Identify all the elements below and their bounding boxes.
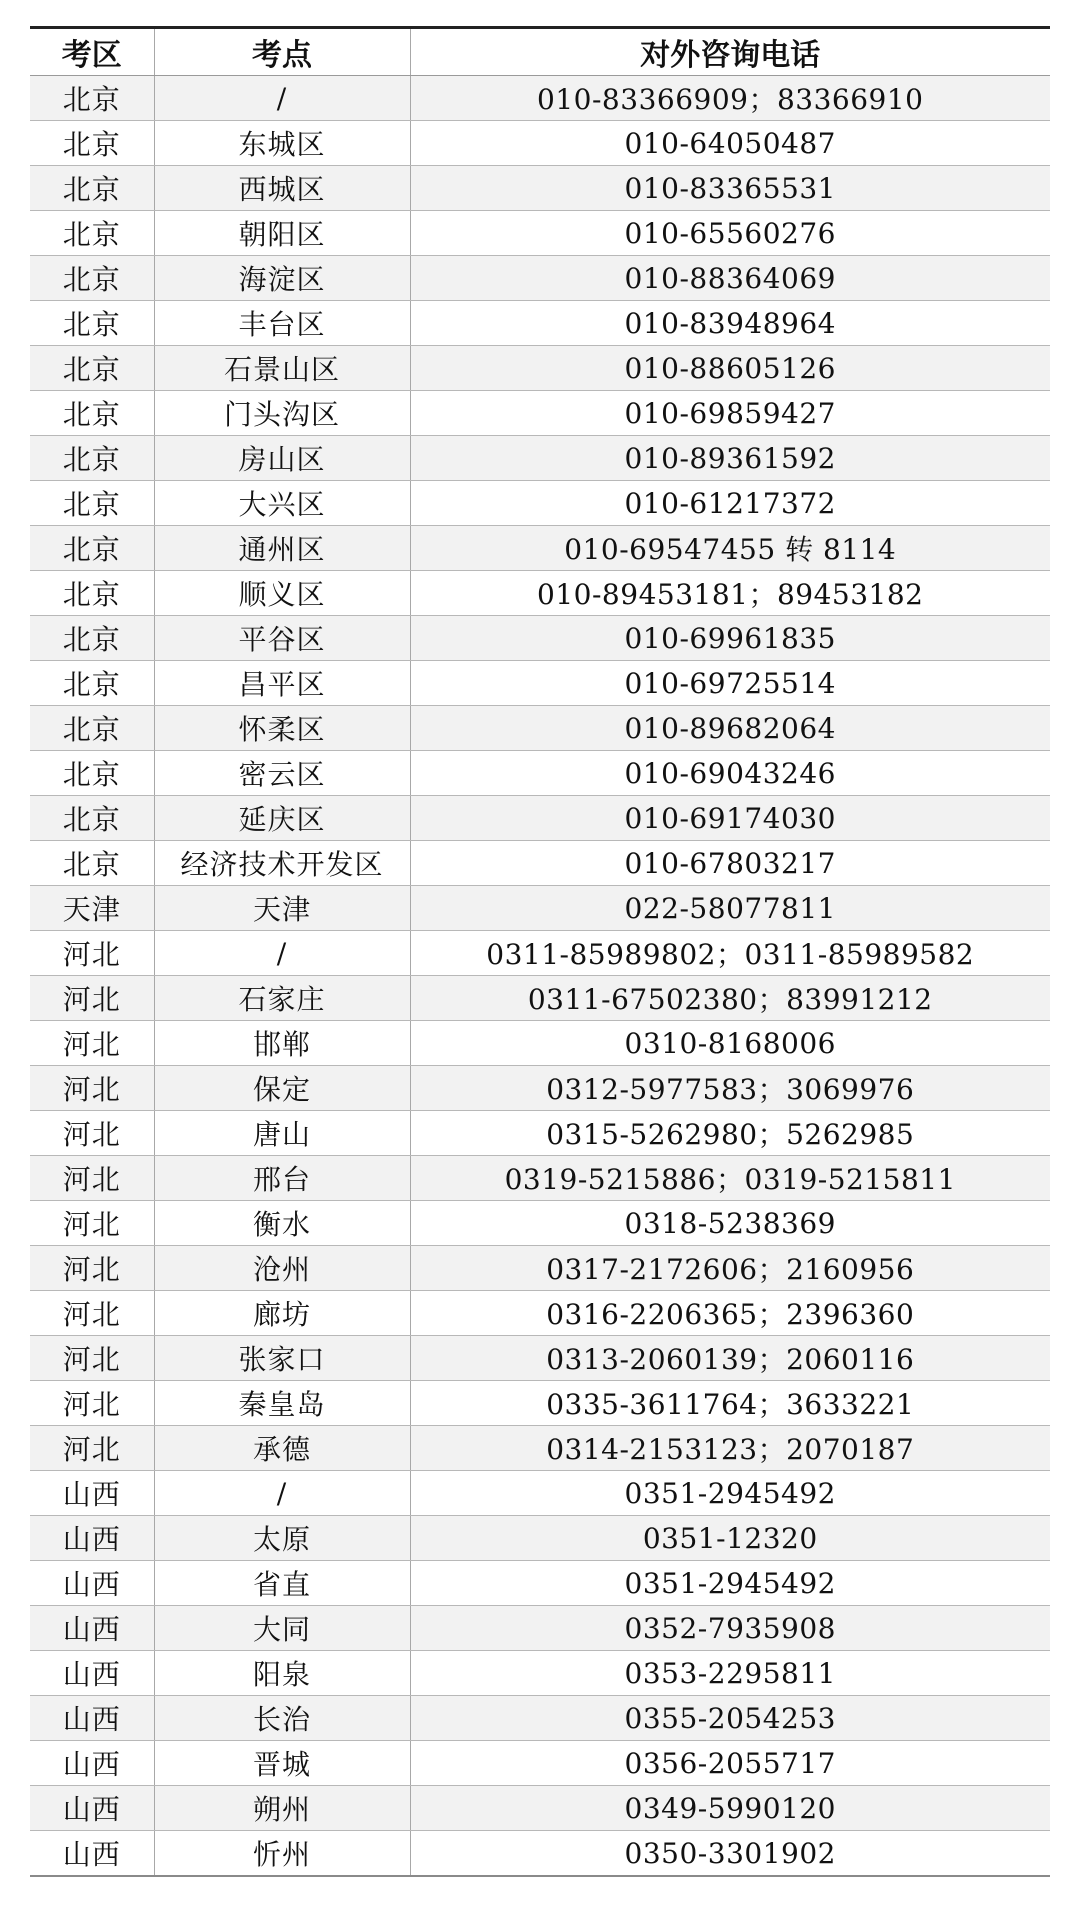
table-row [30, 526, 1050, 571]
table-row [30, 976, 1050, 1021]
cell-site: 经济技术开发区 [154, 841, 410, 886]
cell-site: 承德 [154, 1426, 410, 1471]
cell-phone: 0319-5215886；0319-5215811 [410, 1156, 1050, 1201]
cell-phone: 0313-2060139；2060116 [410, 1336, 1050, 1381]
table-row [30, 1426, 1050, 1471]
cell-phone: 010-61217372 [410, 481, 1050, 526]
cell-site: 阳泉 [154, 1651, 410, 1696]
cell-region: 河北 [30, 1246, 154, 1291]
cell-region: 天津 [30, 886, 154, 931]
exam-contact-table-sheet [30, 26, 1050, 1877]
cell-region: 北京 [30, 166, 154, 211]
cell-site: 昌平区 [154, 661, 410, 706]
cell-site: 廊坊 [154, 1291, 410, 1336]
table-row [30, 1246, 1050, 1291]
cell-region: 北京 [30, 301, 154, 346]
table-row [30, 1156, 1050, 1201]
cell-region: 北京 [30, 571, 154, 616]
cell-region: 河北 [30, 1201, 154, 1246]
cell-site: 省直 [154, 1561, 410, 1606]
table-row [30, 751, 1050, 796]
cell-site: 密云区 [154, 751, 410, 796]
cell-site: 秦皇岛 [154, 1381, 410, 1426]
cell-site: 忻州 [154, 1831, 410, 1877]
cell-region: 河北 [30, 1021, 154, 1066]
cell-phone: 0351-12320 [410, 1516, 1050, 1561]
cell-phone: 010-69043246 [410, 751, 1050, 796]
table-row [30, 1336, 1050, 1381]
cell-region: 山西 [30, 1786, 154, 1831]
table-row [30, 1606, 1050, 1651]
cell-site: 海淀区 [154, 256, 410, 301]
cell-region: 山西 [30, 1606, 154, 1651]
cell-site: 朝阳区 [154, 211, 410, 256]
table-row [30, 436, 1050, 481]
cell-phone: 010-69725514 [410, 661, 1050, 706]
table-row [30, 1201, 1050, 1246]
table-header [30, 28, 1050, 76]
cell-region: 河北 [30, 1066, 154, 1111]
cell-region: 北京 [30, 391, 154, 436]
table-row [30, 1831, 1050, 1877]
exam-contact-table [30, 26, 1050, 1877]
table-row [30, 1516, 1050, 1561]
table-row [30, 1381, 1050, 1426]
table-row [30, 1291, 1050, 1336]
cell-site: / [154, 931, 410, 976]
table-row [30, 1651, 1050, 1696]
header-row [30, 28, 1050, 76]
cell-region: 山西 [30, 1516, 154, 1561]
cell-region: 山西 [30, 1471, 154, 1516]
cell-site: 东城区 [154, 121, 410, 166]
cell-region: 河北 [30, 1426, 154, 1471]
cell-phone: 0315-5262980；5262985 [410, 1111, 1050, 1156]
cell-phone: 010-88605126 [410, 346, 1050, 391]
cell-site: 邯郸 [154, 1021, 410, 1066]
cell-region: 北京 [30, 751, 154, 796]
table-row [30, 256, 1050, 301]
cell-phone: 010-69859427 [410, 391, 1050, 436]
cell-site: 晋城 [154, 1741, 410, 1786]
cell-region: 北京 [30, 76, 154, 121]
cell-phone: 0310-8168006 [410, 1021, 1050, 1066]
cell-phone: 010-67803217 [410, 841, 1050, 886]
table-row [30, 1696, 1050, 1741]
cell-phone: 0318-5238369 [410, 1201, 1050, 1246]
cell-region: 山西 [30, 1741, 154, 1786]
table-row [30, 211, 1050, 256]
cell-region: 山西 [30, 1696, 154, 1741]
cell-phone: 0351-2945492 [410, 1471, 1050, 1516]
table-row [30, 121, 1050, 166]
cell-region: 河北 [30, 1291, 154, 1336]
table-row [30, 1021, 1050, 1066]
cell-region: 北京 [30, 436, 154, 481]
cell-phone: 010-88364069 [410, 256, 1050, 301]
cell-site: 大同 [154, 1606, 410, 1651]
cell-region: 北京 [30, 481, 154, 526]
cell-phone: 010-83948964 [410, 301, 1050, 346]
table-row [30, 481, 1050, 526]
cell-phone: 010-83366909；83366910 [410, 76, 1050, 121]
table-row [30, 841, 1050, 886]
cell-site: 邢台 [154, 1156, 410, 1201]
cell-site: 衡水 [154, 1201, 410, 1246]
column-header-region: 考区 [30, 28, 154, 76]
cell-region: 北京 [30, 256, 154, 301]
cell-region: 北京 [30, 616, 154, 661]
cell-region: 山西 [30, 1561, 154, 1606]
cell-phone: 0335-3611764；3633221 [410, 1381, 1050, 1426]
cell-phone: 022-58077811 [410, 886, 1050, 931]
cell-region: 北京 [30, 346, 154, 391]
cell-site: 西城区 [154, 166, 410, 211]
cell-phone: 0350-3301902 [410, 1831, 1050, 1877]
cell-phone: 010-83365531 [410, 166, 1050, 211]
cell-region: 河北 [30, 1336, 154, 1381]
cell-phone: 0312-5977583；3069976 [410, 1066, 1050, 1111]
cell-region: 山西 [30, 1651, 154, 1696]
cell-site: / [154, 76, 410, 121]
cell-phone: 010-69547455 转 8114 [410, 526, 1050, 571]
table-row [30, 1741, 1050, 1786]
cell-phone: 0355-2054253 [410, 1696, 1050, 1741]
table-row [30, 166, 1050, 211]
table-row [30, 1561, 1050, 1606]
cell-phone: 010-69961835 [410, 616, 1050, 661]
cell-site: 保定 [154, 1066, 410, 1111]
cell-site: 沧州 [154, 1246, 410, 1291]
cell-region: 河北 [30, 1111, 154, 1156]
cell-region: 北京 [30, 841, 154, 886]
cell-region: 北京 [30, 706, 154, 751]
column-header-phone: 对外咨询电话 [410, 28, 1050, 76]
cell-site: 长治 [154, 1696, 410, 1741]
cell-phone: 010-89361592 [410, 436, 1050, 481]
cell-phone: 0314-2153123；2070187 [410, 1426, 1050, 1471]
table-row [30, 301, 1050, 346]
cell-phone: 0317-2172606；2160956 [410, 1246, 1050, 1291]
cell-site: 大兴区 [154, 481, 410, 526]
table-row [30, 886, 1050, 931]
table-row [30, 706, 1050, 751]
column-header-site: 考点 [154, 28, 410, 76]
cell-phone: 010-69174030 [410, 796, 1050, 841]
cell-site: 门头沟区 [154, 391, 410, 436]
cell-site: 通州区 [154, 526, 410, 571]
cell-phone: 0353-2295811 [410, 1651, 1050, 1696]
cell-site: / [154, 1471, 410, 1516]
table-row [30, 1066, 1050, 1111]
table-body [30, 76, 1050, 1877]
cell-region: 北京 [30, 121, 154, 166]
cell-phone: 0352-7935908 [410, 1606, 1050, 1651]
cell-phone: 0351-2945492 [410, 1561, 1050, 1606]
cell-site: 顺义区 [154, 571, 410, 616]
table-row [30, 76, 1050, 121]
table-row [30, 616, 1050, 661]
cell-site: 房山区 [154, 436, 410, 481]
table-row [30, 796, 1050, 841]
table-row [30, 661, 1050, 706]
cell-phone: 010-89453181；89453182 [410, 571, 1050, 616]
cell-site: 丰台区 [154, 301, 410, 346]
cell-site: 石景山区 [154, 346, 410, 391]
table-row [30, 1111, 1050, 1156]
table-row [30, 1471, 1050, 1516]
cell-region: 北京 [30, 526, 154, 571]
cell-phone: 0311-67502380；83991212 [410, 976, 1050, 1021]
cell-phone: 010-64050487 [410, 121, 1050, 166]
cell-site: 石家庄 [154, 976, 410, 1021]
cell-site: 怀柔区 [154, 706, 410, 751]
cell-region: 河北 [30, 976, 154, 1021]
cell-site: 平谷区 [154, 616, 410, 661]
cell-phone: 010-65560276 [410, 211, 1050, 256]
cell-region: 北京 [30, 211, 154, 256]
cell-site: 延庆区 [154, 796, 410, 841]
cell-region: 河北 [30, 1381, 154, 1426]
cell-region: 河北 [30, 931, 154, 976]
cell-phone: 0356-2055717 [410, 1741, 1050, 1786]
cell-region: 北京 [30, 796, 154, 841]
table-row [30, 571, 1050, 616]
cell-site: 太原 [154, 1516, 410, 1561]
cell-site: 张家口 [154, 1336, 410, 1381]
cell-site: 唐山 [154, 1111, 410, 1156]
cell-phone: 0311-85989802；0311-85989582 [410, 931, 1050, 976]
table-row [30, 391, 1050, 436]
cell-phone: 0349-5990120 [410, 1786, 1050, 1831]
cell-region: 山西 [30, 1831, 154, 1877]
cell-phone: 0316-2206365；2396360 [410, 1291, 1050, 1336]
cell-region: 河北 [30, 1156, 154, 1201]
cell-site: 天津 [154, 886, 410, 931]
table-row [30, 1786, 1050, 1831]
table-row [30, 346, 1050, 391]
cell-phone: 010-89682064 [410, 706, 1050, 751]
cell-region: 北京 [30, 661, 154, 706]
table-row [30, 931, 1050, 976]
cell-site: 朔州 [154, 1786, 410, 1831]
